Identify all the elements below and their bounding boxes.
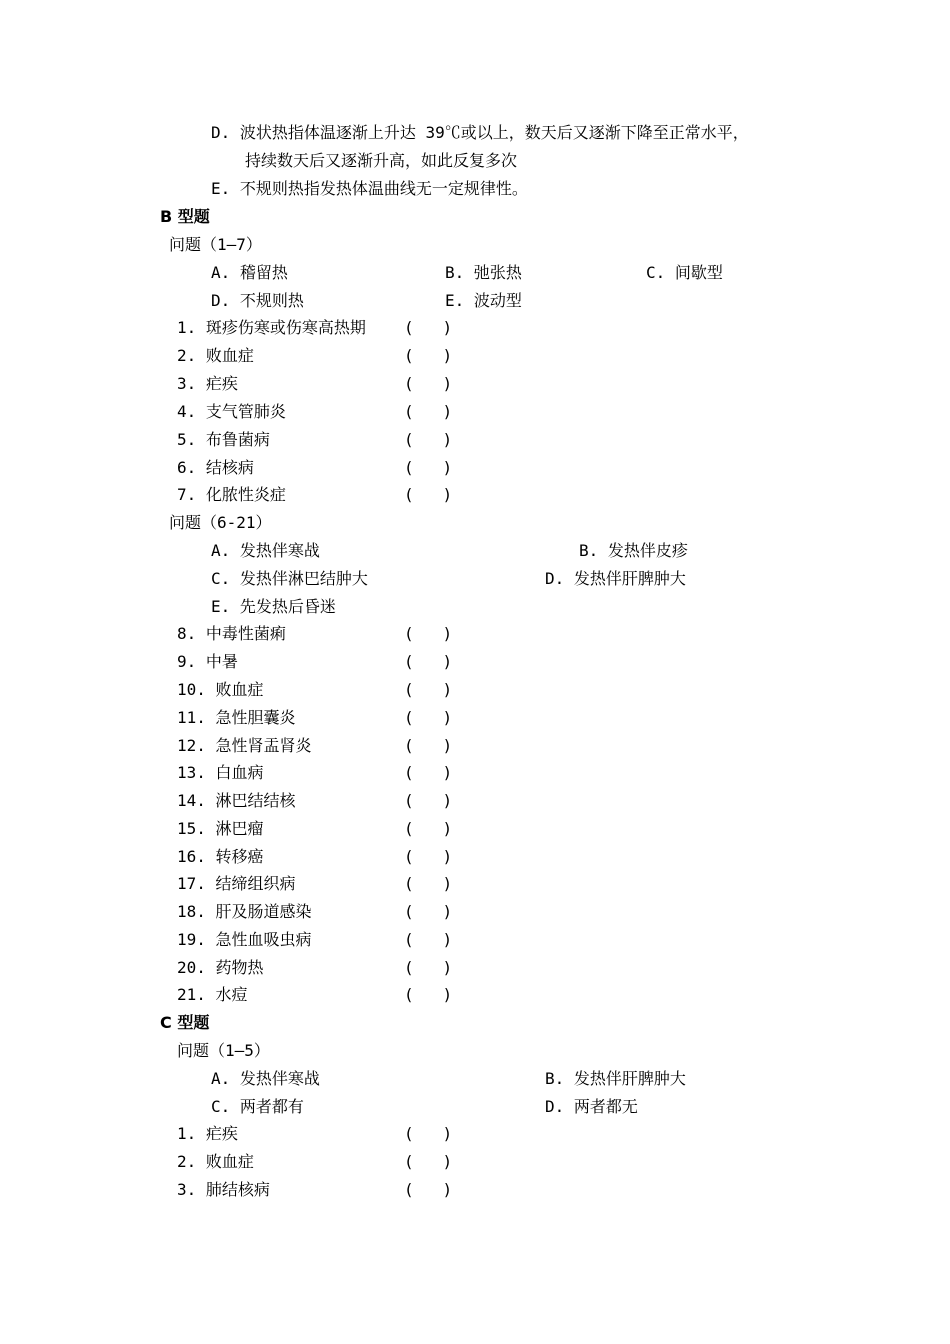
question-item: 3. 疟疾 — [177, 374, 238, 393]
question-item: 14. 淋巴结结核 — [177, 791, 296, 810]
answer-blank: ( ) — [404, 763, 453, 782]
answer-option: E. 波动型 — [445, 291, 522, 310]
question-item: 1. 斑疹伤寒或伤寒高热期 — [177, 318, 366, 337]
answer-blank: ( ) — [404, 374, 453, 393]
answer-blank: ( ) — [404, 624, 453, 643]
answer-blank: ( ) — [404, 680, 453, 699]
answer-blank: ( ) — [404, 847, 453, 866]
group-title: 问题（1—5） — [177, 1041, 270, 1060]
question-item: 8. 中毒性菌痢 — [177, 624, 286, 643]
question-item: 2. 败血症 — [177, 346, 254, 365]
question-item: 9. 中暑 — [177, 652, 238, 671]
answer-option: C. 发热伴淋巴结肿大 — [211, 569, 368, 588]
answer-blank: ( ) — [404, 985, 453, 1004]
answer-blank: ( ) — [404, 430, 453, 449]
question-item: 2. 败血症 — [177, 1152, 254, 1171]
option-e-line: E. 不规则热指发热体温曲线无一定规律性。 — [211, 179, 528, 198]
answer-option: C. 两者都有 — [211, 1097, 304, 1116]
question-item: 12. 急性肾盂肾炎 — [177, 736, 312, 755]
answer-option: B. 弛张热 — [445, 263, 522, 282]
answer-option: A. 发热伴寒战 — [211, 1069, 320, 1088]
question-item: 11. 急性胆囊炎 — [177, 708, 296, 727]
answer-blank: ( ) — [404, 874, 453, 893]
answer-blank: ( ) — [404, 930, 453, 949]
question-item: 6. 结核病 — [177, 458, 254, 477]
question-item: 21. 水痘 — [177, 985, 248, 1004]
answer-option: A. 发热伴寒战 — [211, 541, 320, 560]
answer-blank: ( ) — [404, 652, 453, 671]
answer-option: E. 先发热后昏迷 — [211, 597, 336, 616]
answer-blank: ( ) — [404, 708, 453, 727]
question-item: 1. 疟疾 — [177, 1124, 238, 1143]
question-item: 16. 转移癌 — [177, 847, 264, 866]
question-item: 3. 肺结核病 — [177, 1180, 270, 1199]
question-item: 10. 败血症 — [177, 680, 264, 699]
answer-blank: ( ) — [404, 819, 453, 838]
answer-blank: ( ) — [404, 402, 453, 421]
answer-blank: ( ) — [404, 791, 453, 810]
answer-option: B. 发热伴皮疹 — [579, 541, 688, 560]
answer-blank: ( ) — [404, 1124, 453, 1143]
question-item: 5. 布鲁菌病 — [177, 430, 270, 449]
answer-option: C. 间歇型 — [646, 263, 723, 282]
question-item: 7. 化脓性炎症 — [177, 485, 286, 504]
answer-blank: ( ) — [404, 458, 453, 477]
question-item: 19. 急性血吸虫病 — [177, 930, 312, 949]
answer-blank: ( ) — [404, 902, 453, 921]
answer-blank: ( ) — [404, 736, 453, 755]
answer-blank: ( ) — [404, 958, 453, 977]
question-item: 20. 药物热 — [177, 958, 264, 977]
group-title: 问题（1—7） — [169, 235, 262, 254]
answer-blank: ( ) — [404, 318, 453, 337]
question-item: 15. 淋巴瘤 — [177, 819, 264, 838]
answer-option: D. 不规则热 — [211, 291, 304, 310]
question-item: 18. 肝及肠道感染 — [177, 902, 312, 921]
question-item: 13. 白血病 — [177, 763, 264, 782]
group-title: 问题（6-21） — [169, 513, 272, 532]
section-heading-c: C 型题 — [160, 1013, 210, 1032]
answer-option: A. 稽留热 — [211, 263, 288, 282]
answer-blank: ( ) — [404, 1152, 453, 1171]
answer-option: D. 发热伴肝脾肿大 — [545, 569, 686, 588]
option-d-line1: D. 波状热指体温逐渐上升达 39℃或以上，数天后又逐渐下降至正常水平， — [211, 123, 749, 142]
option-d-line2: 持续数天后又逐渐升高，如此反复多次 — [245, 151, 518, 170]
answer-blank: ( ) — [404, 485, 453, 504]
question-item: 4. 支气管肺炎 — [177, 402, 286, 421]
answer-option: D. 两者都无 — [545, 1097, 638, 1116]
answer-blank: ( ) — [404, 346, 453, 365]
answer-option: B. 发热伴肝脾肿大 — [545, 1069, 686, 1088]
question-item: 17. 结缔组织病 — [177, 874, 296, 893]
section-heading-b: B 型题 — [160, 207, 210, 226]
answer-blank: ( ) — [404, 1180, 453, 1199]
